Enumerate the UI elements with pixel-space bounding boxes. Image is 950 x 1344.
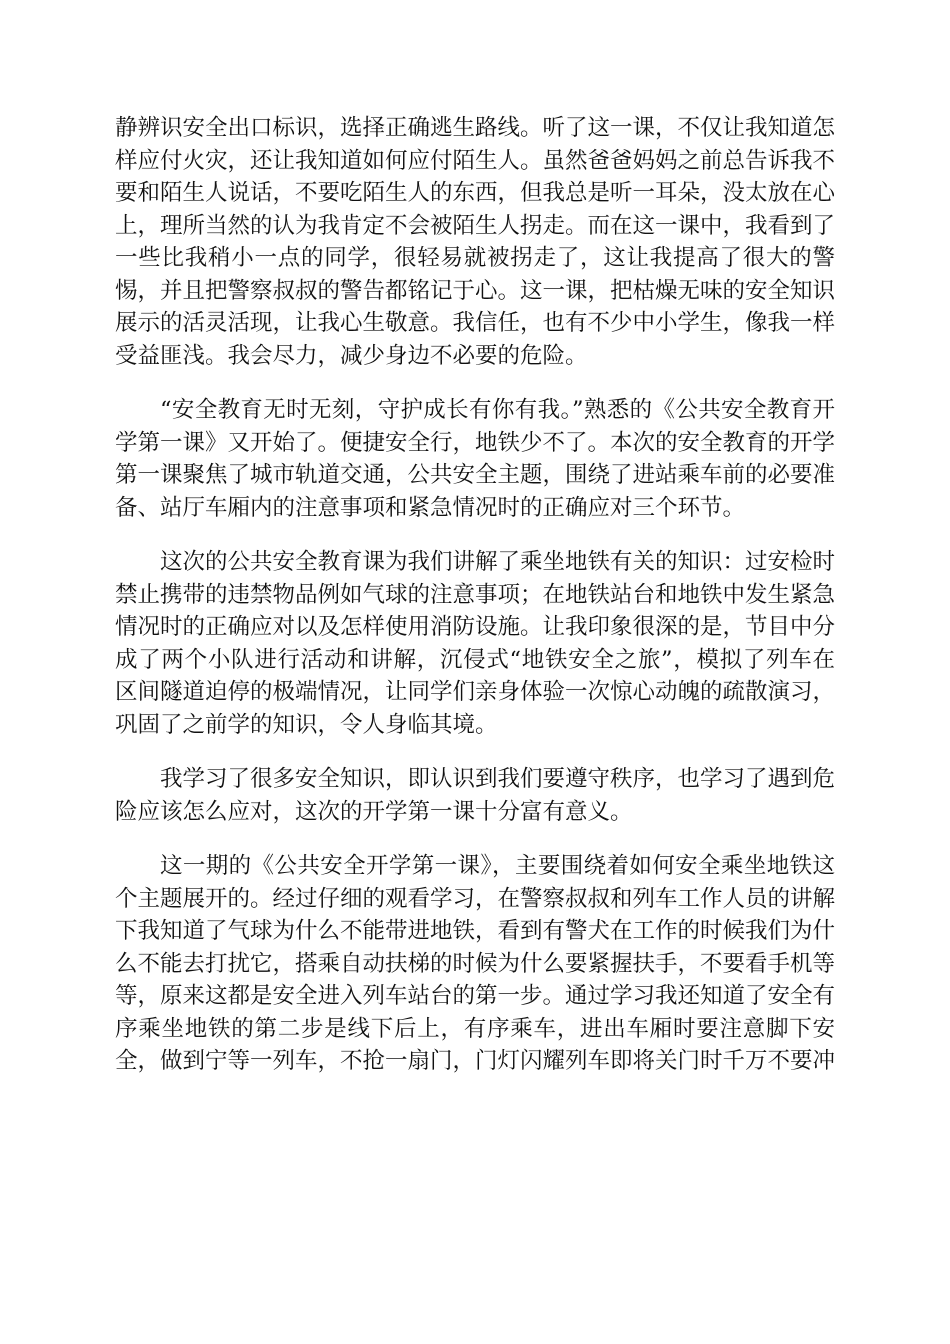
paragraph-1-continued: 静辨识安全出口标识，选择正确逃生路线。听了这一课，不仅让我知道怎样应付火灾，还让我知道如何应付陌生人。虽然爸爸妈妈之前总告诉我不要和陌生人说话，不要吃陌生人的东西，但我总是听一耳朵，没太放在心上，理所当然的认为我肯定不会被陌生人拐走。而在这一课中，我看到了一些比我稍小一点的同学，很轻易就被拐走了，这让我提高了很大的警惕，并且把警察叔叔的警告都铭记于心。这一课，把枯燥无味的安全知识展示的活灵活现，让我心生敬意。我信任，也有不少中小学生，像我一样受益匪浅。我会尽力，减少身边不必要的危险。 <box>115 115 836 369</box>
paragraph-4: 我学习了很多安全知识，即认识到我们要遵守秩序，也学习了遇到危险应该怎么应对，这次的开学第一课十分富有意义。 <box>115 766 836 825</box>
paragraph-5: 这一期的《公共安全开学第一课》，主要围绕着如何安全乘坐地铁这个主题展开的。经过仔细的观看学习，在警察叔叔和列车工作人员的讲解下我知道了气球为什么不能带进地铁，看到有警犬在工作的时候我们为什么不能去打扰它，搭乘自动扶梯的时候为什么要紧握扶手，不要看手机等等，原来这都是安全进入列车站台的第一步。通过学习我还知道了安全有序乘坐地铁的第二步是线下后上，有序乘车，进出车厢时要注意脚下安全，做到宁等一列车，不抢一扇门，门灯闪耀列车即将关门时千万不要冲 <box>115 853 836 1074</box>
paragraph-3: 这次的公共安全教育课为我们讲解了乘坐地铁有关的知识：过安检时禁止携带的违禁物品例如气球的注意事项；在地铁站台和地铁中发生紧急情况时的正确应对以及怎样使用消防设施。让我印象很深的是，节目中分成了两个小队进行活动和讲解，沉侵式“地铁安全之旅”，模拟了列车在区间隧道迫停的极端情况，让同学们亲身体验一次惊心动魄的疏散演习，巩固了之前学的知识，令人身临其境。 <box>115 549 836 738</box>
document-page <box>115 112 835 1078</box>
paragraph-2: “安全教育无时无刻，守护成长有你有我。”熟悉的《公共安全教育开学第一课》又开始了。便捷安全行，地铁少不了。本次的安全教育的开学第一课聚焦了城市轨道交通，公共安全主题，围绕了进站乘车前的必要准备、站厅车厢内的注意事项和紧急情况时的正确应对三个环节。 <box>115 397 836 521</box>
